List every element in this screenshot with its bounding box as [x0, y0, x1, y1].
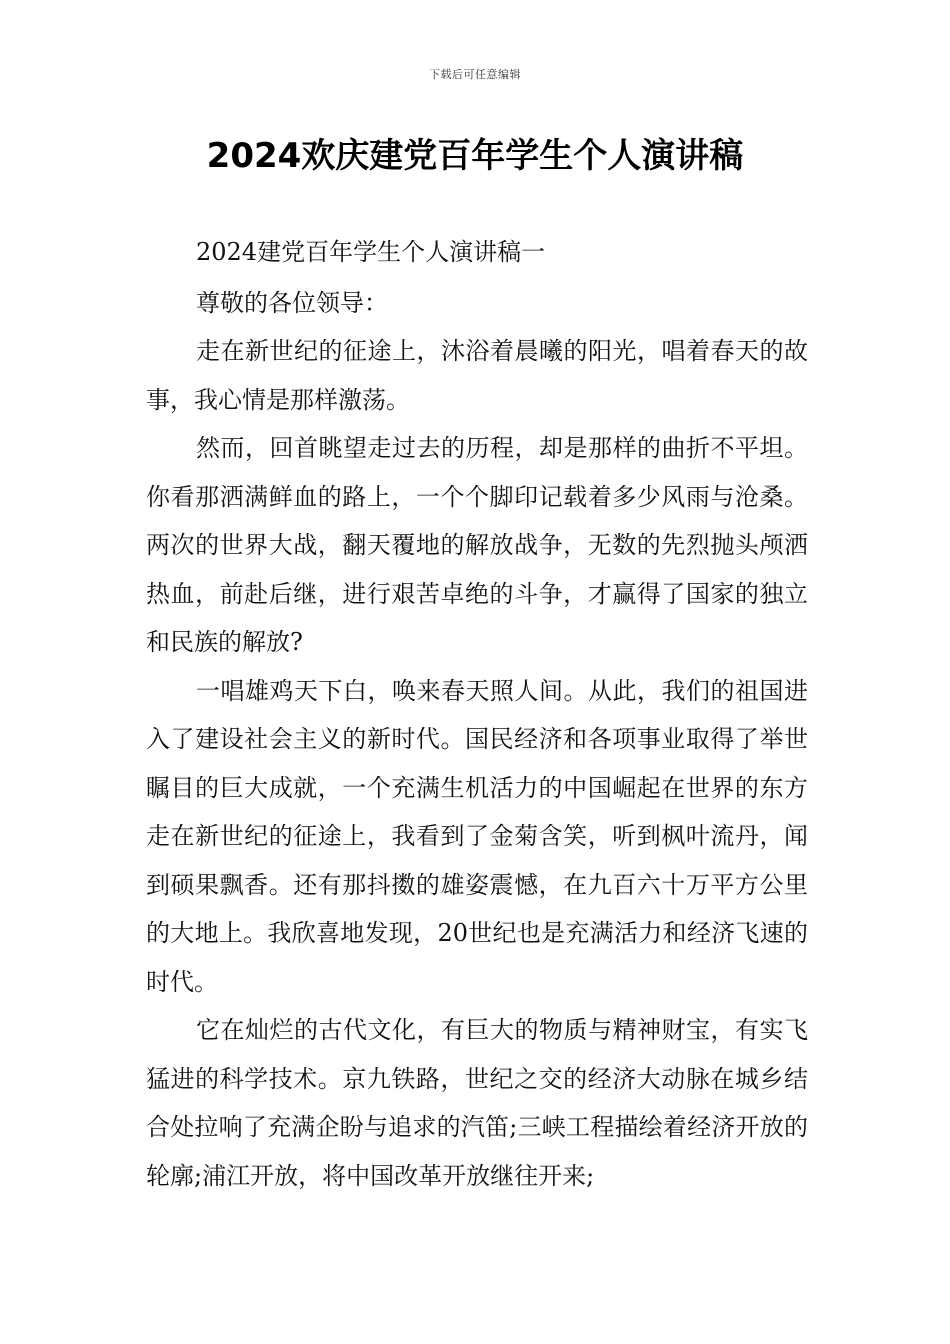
header-note: 下载后可任意编辑	[429, 68, 521, 81]
paragraph: 它在灿烂的古代文化，有巨大的物质与精神财宝，有实飞猛进的科学技术。京九铁路，世纪之交的经济大动脉在城乡结合处拉响了充满企盼与追求的汽笛;三峡工程描绘着经济开放的轮廓;浦江开放，将中国改革开放继往开来;	[146, 1016, 808, 1190]
document-body	[146, 228, 808, 1200]
paragraph-salutation: 尊敬的各位领导：	[196, 288, 388, 317]
paragraph: 一唱雄鸡天下白，唤来春天照人间。从此，我们的祖国进入了建设社会主义的新时代。国民经济和各项事业取得了举世瞩目的巨大成就，一个充满生机活力的中国崛起在世界的东方走在新世纪的征途上，我看到了金菊含笑，听到枫叶流丹，闻到硕果飘香。还有那抖擞的雄姿震憾，在九百六十万平方公里的大地上。我欣喜地发现，20世纪也是充满活力和经济飞速的时代。	[146, 676, 808, 996]
paragraph-subtitle: 2024建党百年学生个人演讲稿一	[196, 238, 546, 266]
document-title: 2024欢庆建党百年学生个人演讲稿	[206, 136, 744, 176]
paragraph: 走在新世纪的征途上，沐浴着晨曦的阳光，唱着春天的故事，我心情是那样激荡。	[146, 337, 808, 414]
paragraph: 然而，回首眺望走过去的历程，却是那样的曲折不平坦。你看那洒满鲜血的路上，一个个脚印记载着多少风雨与沧桑。两次的世界大战，翻天覆地的解放战争，无数的先烈抛头颅洒热血，前赴后继，进行艰苦卓绝的斗争，才赢得了国家的独立和民族的解放?	[146, 434, 808, 656]
